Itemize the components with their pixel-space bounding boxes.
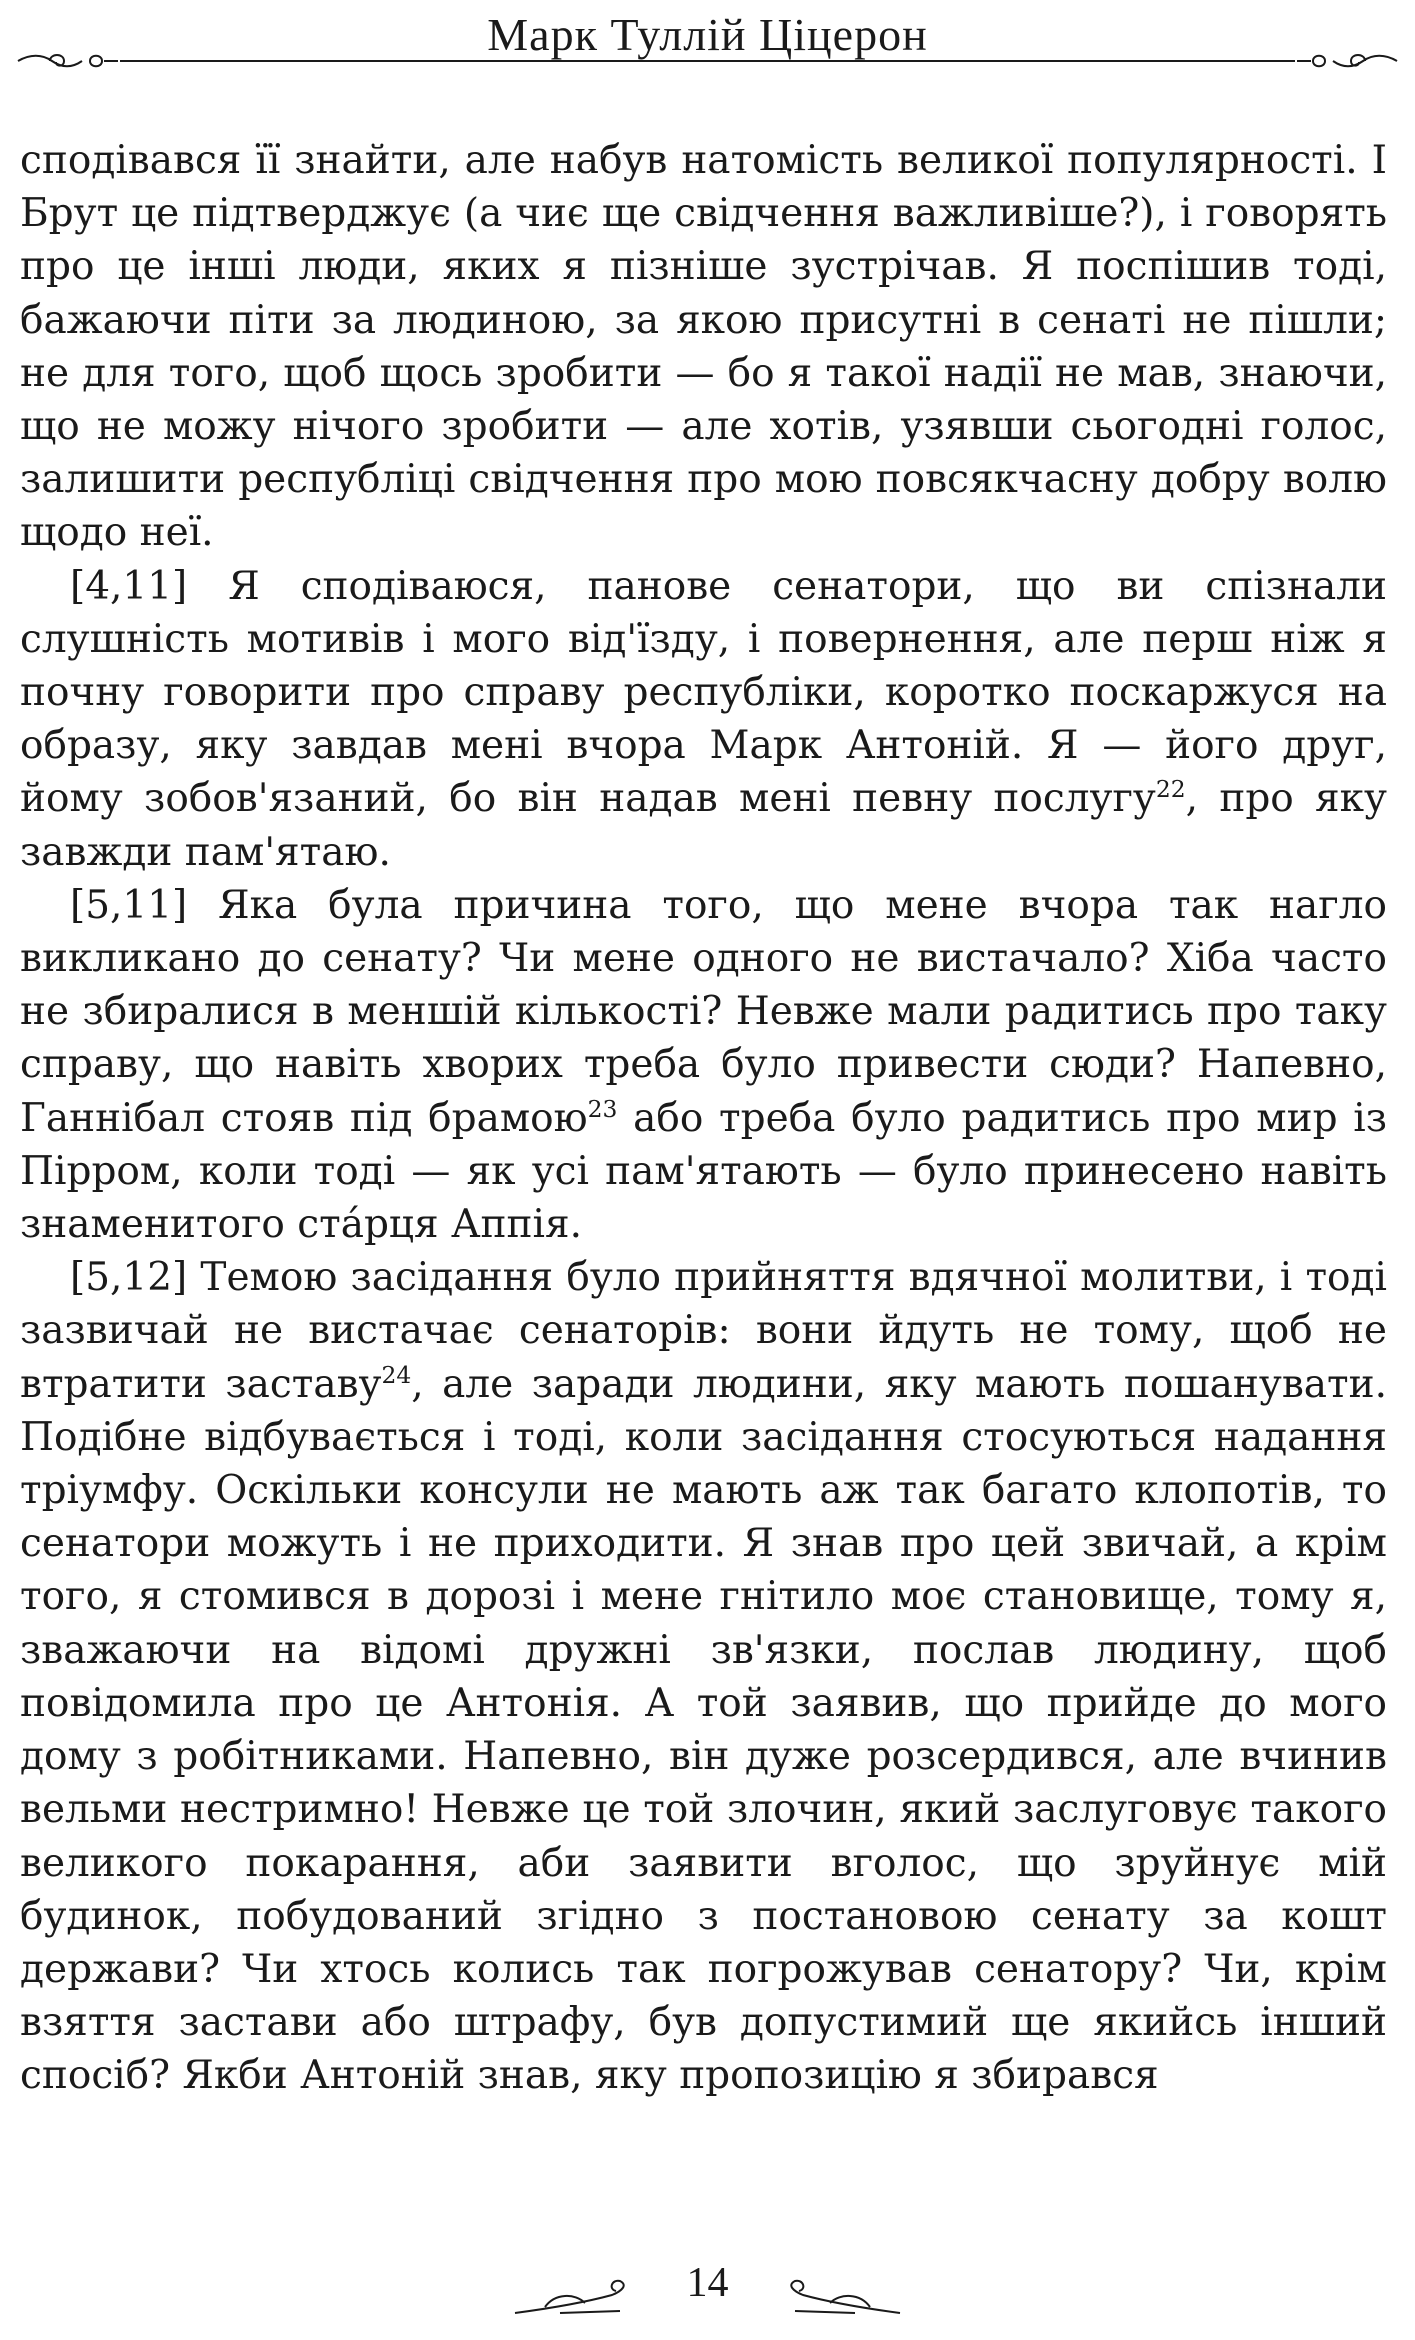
paragraph xyxy=(20,560,1387,879)
page-footer xyxy=(0,2255,1415,2335)
paragraph xyxy=(20,134,1387,560)
running-title: Марк Туллій Ціцерон xyxy=(487,9,928,60)
header-rule-ornament xyxy=(0,46,1415,76)
page-number: 14 xyxy=(686,2260,729,2306)
paragraph xyxy=(20,879,1387,1251)
footnote-ref-23[interactable]: 23 xyxy=(587,1094,618,1123)
text-run: , але заради людини, яку мають пошанувати. Подібне відбувається і тоді, коли засідання стосуються надання тріумфу. Оскільки консули не мають аж так багато клопотів, то сенатори можуть і не приходити. Я знав про цей звичай, а крім того, я стомився в дорозі і мене гнітило моє становище, тому я, зважаючи на відомі дружні зв'язки, послав людину, щоб повідомила про це Антонія. А той заявив, що прийде до мого дому з робітниками. Напевно, він дуже розсердився, але вчинив вельми нестримно! Невже це той злочин, який заслуговує такого великого покарання, аби заявити вголос, що зруйнує мій будинок, побудований згідно з постановою сенату за кошт держави? Чи хтось колись так погрожував сенатору? Чи, крім взяття застави або штрафу, був допустимий ще якийсь інший спосіб? Якби Антоній знав, яку пропозицію я збирався xyxy=(20,1361,1387,2099)
text-run: [5,11] Яка була причина того, що мене вчора так нагло викликано до сенату? Чи мене одного не вистачало? Хіба часто не збиралися в меншій кількості? Невже мали радитись про таку справу, що навіть хворих треба було привести сюди? Напевно, Ганнібал стояв під брамою xyxy=(20,882,1387,1141)
right-flourish-icon xyxy=(1297,55,1397,66)
body-text xyxy=(20,134,1387,2103)
footnote-ref-24[interactable]: 24 xyxy=(381,1360,412,1389)
text-run: [5,12] Темою засідання було прийняття вдячної молитви, і тоді зазвичай не вистачає сенаторів: вони йдуть не тому, щоб не втратити заставу xyxy=(20,1255,1387,1407)
text-run: або треба було радитись про мир із Пірром, коли тоді — як усі пам'ятають — було принесено навіть знаменитого стáрця Аппія. xyxy=(20,1095,1387,1248)
left-flourish-icon xyxy=(18,55,118,66)
footnote-ref-22[interactable]: 22 xyxy=(1155,775,1186,804)
text-run: , про яку завжди пам'ятаю. xyxy=(20,776,1387,875)
paragraph xyxy=(20,1251,1387,2102)
text-run: сподівався її знайти, але набув натомість великої популярності. І Брут це підтверджує (а чиє ще свідчення важливіше?), і говорять про це інші люди, яких я пізніше зустрічав. Я поспішив тоді, бажаючи піти за людиною, за якою присутні в сенаті не пішли; не для того, щоб щось зробити — бо я такої надії не мав, знаючи, що не можу нічого зробити — але хотів, узявши сьогодні голос, залишити республіці свідчення про мою повсякчасну добру волю щодо неї. xyxy=(20,138,1387,556)
running-header xyxy=(0,0,1415,100)
text-run: [4,11] Я сподіваюся, панове сенатори, що ви спізнали слушність мотивів і мого від'їзду, і повернення, але перш ніж я почну говорити про справу республіки, коротко поскаржуся на образу, яку завдав мені вчора Марк Антоній. Я — його друг, йому зобов'язаний, бо він надав мені певну послугу xyxy=(20,563,1387,822)
